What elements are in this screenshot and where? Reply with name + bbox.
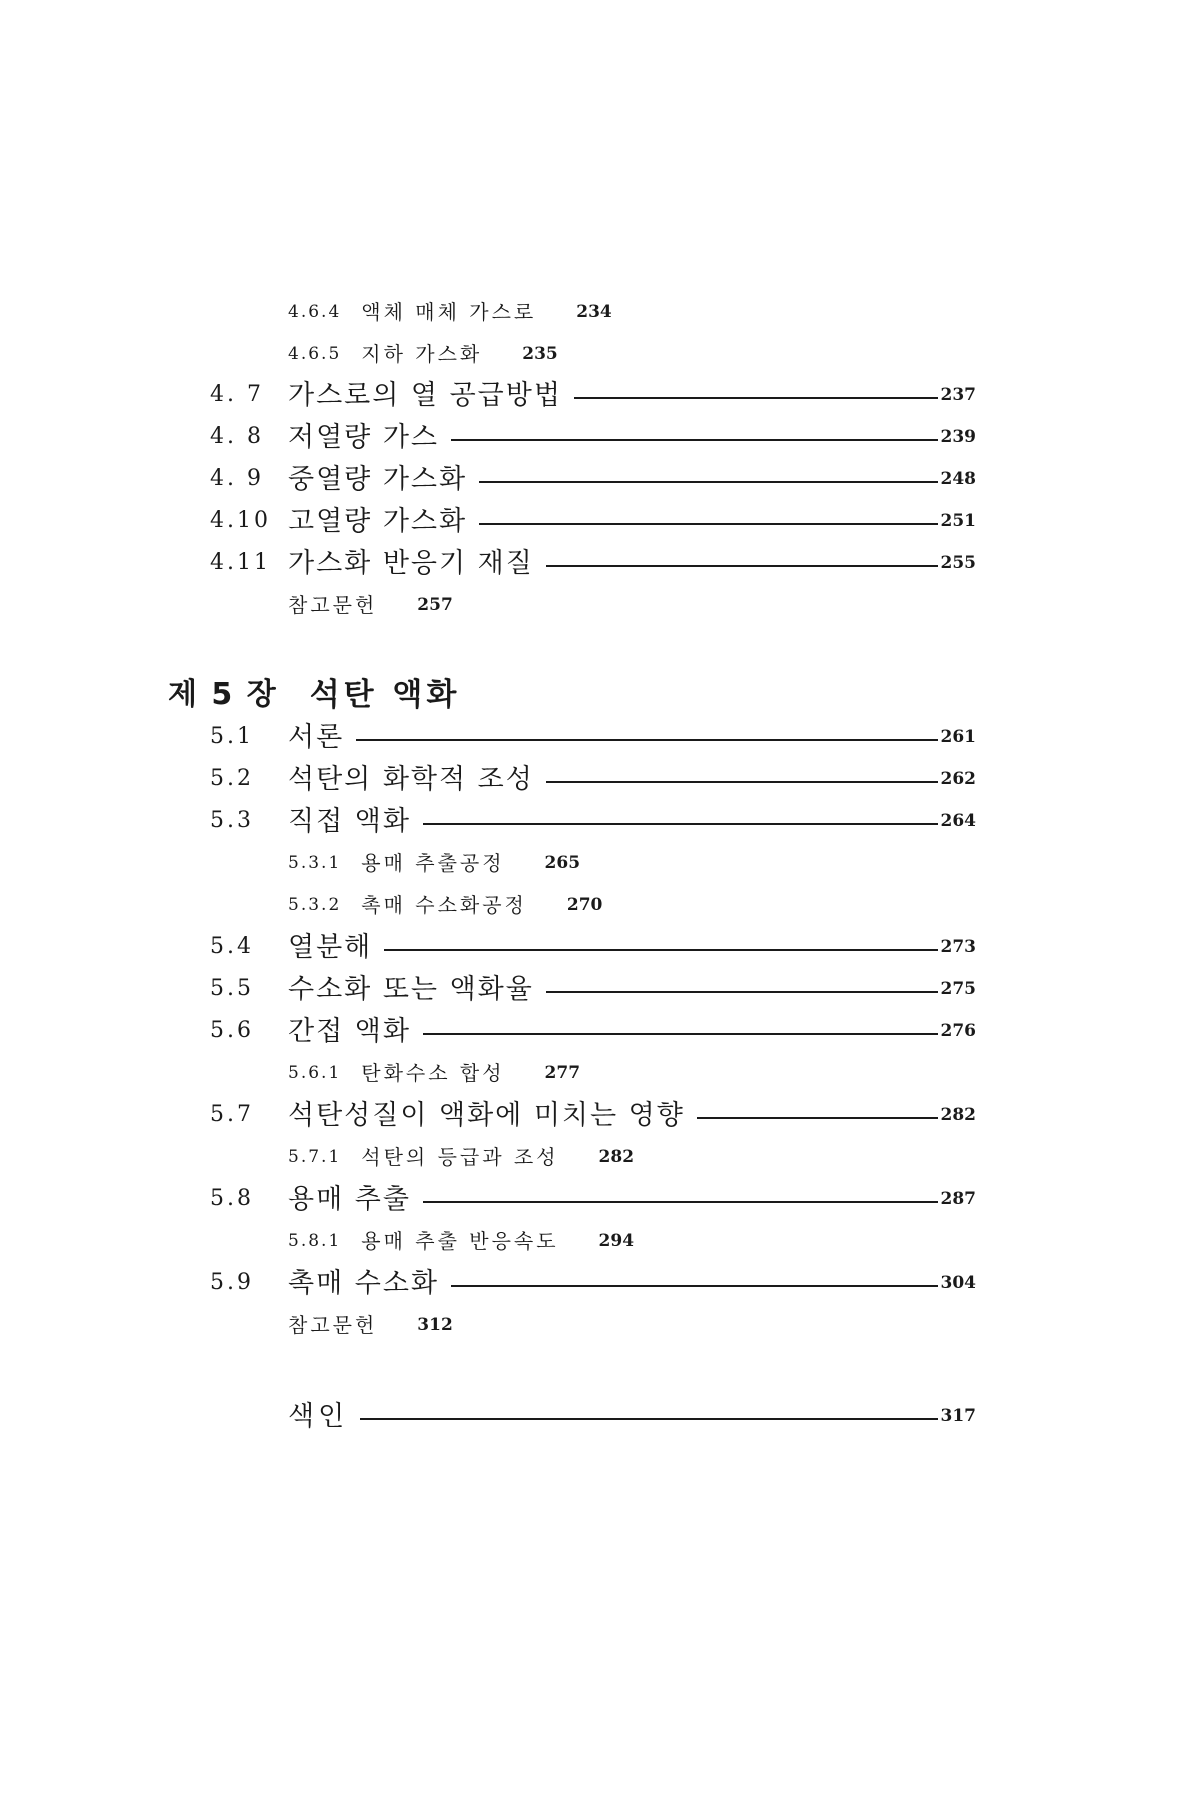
leader-line — [451, 1285, 938, 1287]
toc-index — [288, 1396, 976, 1436]
entry-page: 261 — [940, 726, 976, 747]
toc-entry — [210, 1263, 976, 1303]
entry-title: 탄화수소 합성 — [361, 1061, 505, 1085]
toc-subentry — [288, 843, 580, 883]
entry-page: 255 — [940, 552, 976, 573]
entry-page: 235 — [522, 343, 558, 364]
entry-title: 중열량 가스화 — [288, 463, 468, 495]
leader-line — [451, 439, 938, 441]
entry-title: 저열량 가스 — [288, 421, 439, 453]
chapter-heading — [168, 668, 460, 714]
entry-title: 용매 추출 반응속도 — [361, 1229, 559, 1253]
entry-number: 4. 7 — [210, 382, 264, 407]
entry-title: 가스화 반응기 재질 — [288, 547, 534, 579]
toc-subentry — [288, 885, 602, 925]
entry-page: 251 — [940, 510, 976, 531]
entry-title: 석탄의 등급과 조성 — [361, 1145, 559, 1169]
entry-number: 5.7 — [210, 1102, 254, 1127]
entry-number: 5.2 — [210, 766, 254, 791]
entry-page: 248 — [940, 468, 976, 489]
entry-page: 294 — [598, 1230, 635, 1251]
toc-entry — [210, 759, 976, 799]
toc-entry — [210, 459, 976, 499]
leader-line — [546, 991, 938, 993]
leader-line — [423, 823, 938, 825]
entry-number: 5.6.1 — [288, 1062, 342, 1083]
entry-number: 4. 8 — [210, 424, 264, 449]
leader-line — [546, 565, 938, 567]
index-title: 색인 — [288, 1400, 349, 1432]
toc-references — [288, 1305, 453, 1345]
entry-number: 5.3.2 — [288, 894, 342, 915]
entry-number: 4.6.4 — [288, 301, 342, 322]
entry-number: 5.8 — [210, 1186, 254, 1211]
entry-title: 수소화 또는 액화율 — [288, 973, 534, 1005]
leader-line — [697, 1117, 938, 1119]
entry-page: 270 — [566, 894, 603, 915]
leader-line — [384, 949, 938, 951]
toc-subentry — [288, 1221, 634, 1261]
toc-references — [288, 585, 453, 625]
entry-title: 직접 액화 — [288, 805, 411, 837]
entry-page: 239 — [940, 426, 976, 447]
toc-entry — [210, 1011, 976, 1051]
entry-title: 촉매 수소화 — [288, 1267, 439, 1299]
entry-number: 5.4 — [210, 934, 254, 959]
leader-line — [546, 781, 938, 783]
toc-subentry — [288, 1137, 634, 1177]
entry-page: 262 — [940, 768, 976, 789]
references-title: 참고문헌 — [288, 1313, 378, 1337]
entry-page: 264 — [940, 810, 976, 831]
entry-number: 5.3 — [210, 808, 254, 833]
leader-line — [423, 1201, 938, 1203]
entry-page: 287 — [940, 1188, 976, 1209]
entry-page: 304 — [940, 1272, 976, 1293]
entry-page: 275 — [940, 978, 976, 999]
leader-line — [479, 523, 938, 525]
chapter-label: 제 5 장 — [168, 677, 278, 712]
entry-title: 석탄의 화학적 조성 — [288, 763, 534, 795]
entry-title: 촉매 수소화공정 — [361, 893, 527, 917]
entry-title: 가스로의 열 공급방법 — [288, 379, 562, 411]
entry-title: 열분해 — [288, 931, 373, 963]
entry-number: 5.7.1 — [288, 1146, 342, 1167]
entry-number: 4.11 — [210, 550, 271, 575]
entry-number: 5.9 — [210, 1270, 254, 1295]
entry-page: 273 — [940, 936, 976, 957]
entry-page: 237 — [940, 384, 976, 405]
entry-page: 282 — [940, 1104, 976, 1125]
entry-number: 5.3.1 — [288, 852, 342, 873]
toc-entry — [210, 717, 976, 757]
toc-entry — [210, 543, 976, 583]
toc-subentry — [288, 334, 558, 374]
toc-entry — [210, 969, 976, 1009]
entry-title: 용매 추출공정 — [361, 851, 505, 875]
leader-line — [574, 397, 938, 399]
entry-title: 지하 가스화 — [361, 342, 483, 366]
entry-number: 4.6.5 — [288, 343, 342, 364]
entry-page: 257 — [417, 594, 453, 615]
entry-number: 5.6 — [210, 1018, 254, 1043]
leader-line — [360, 1418, 938, 1420]
entry-title: 액체 매체 가스로 — [361, 300, 537, 324]
entry-number: 4. 9 — [210, 466, 264, 491]
entry-number: 5.5 — [210, 976, 254, 1001]
entry-page: 317 — [940, 1405, 976, 1426]
toc-entry — [210, 1179, 976, 1219]
toc-entry — [210, 417, 976, 457]
toc-subentry — [288, 1053, 580, 1093]
toc-subentry — [288, 292, 612, 332]
entry-page: 234 — [576, 301, 612, 322]
entry-number: 4.10 — [210, 508, 271, 533]
entry-page: 276 — [940, 1020, 976, 1041]
leader-line — [423, 1033, 938, 1035]
entry-title: 서론 — [288, 721, 345, 753]
entry-page: 312 — [417, 1314, 453, 1335]
entry-title: 용매 추출 — [288, 1183, 411, 1215]
toc-entry — [210, 801, 976, 841]
toc-entry — [210, 1095, 976, 1135]
toc-entry — [210, 375, 976, 415]
entry-page: 282 — [598, 1146, 635, 1167]
entry-page: 265 — [544, 852, 581, 873]
entry-page: 277 — [544, 1062, 581, 1083]
chapter-title: 석탄 액화 — [309, 676, 461, 713]
entry-number: 5.1 — [210, 724, 254, 749]
entry-title: 간접 액화 — [288, 1015, 411, 1047]
references-title: 참고문헌 — [288, 593, 378, 617]
toc-entry — [210, 501, 976, 541]
toc-entry — [210, 927, 976, 967]
entry-number: 5.8.1 — [288, 1230, 342, 1251]
leader-line — [356, 739, 938, 741]
leader-line — [479, 481, 938, 483]
entry-title: 석탄성질이 액화에 미치는 영향 — [288, 1099, 685, 1131]
entry-title: 고열량 가스화 — [288, 505, 468, 537]
